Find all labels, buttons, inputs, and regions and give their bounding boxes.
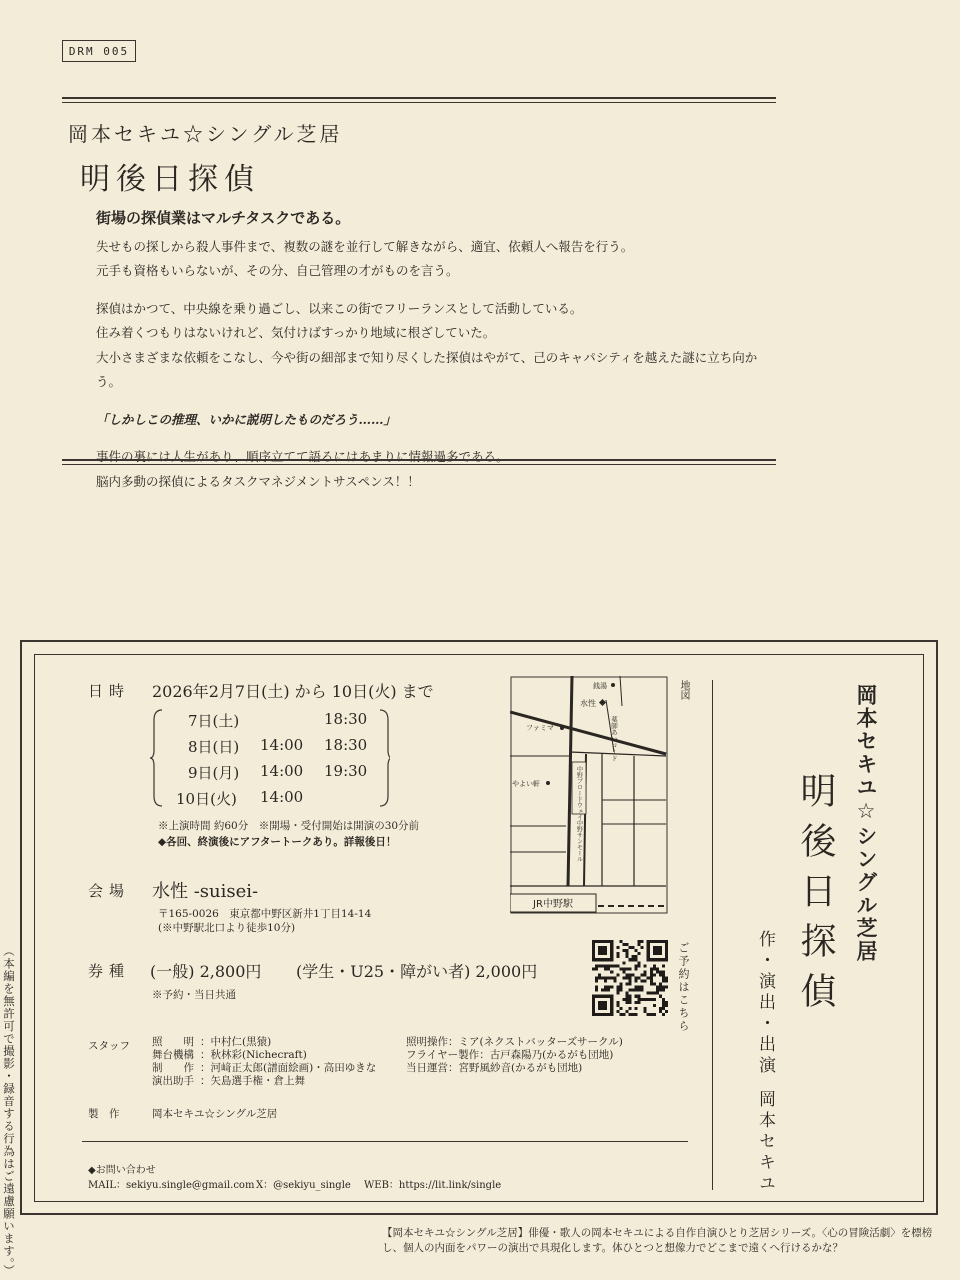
schedule-time-1: 14:00 <box>260 788 304 806</box>
bottom-rule <box>62 459 776 465</box>
contact-x: X：@sekiyu_single <box>256 1180 351 1191</box>
map-sento-label: 銭湯 <box>593 682 607 690</box>
contact-mail: MAIL：sekiyu.single@gmail.com <box>88 1180 255 1191</box>
staff-row: 照 明 ：中村仁(黒猿) <box>152 1036 272 1048</box>
schedule-row <box>176 710 376 736</box>
schedule-day: 10日(火) <box>176 790 237 808</box>
map-broadway-label: 中野ブロードウェイ <box>575 766 583 820</box>
synopsis-lead: 街場の探偵業はマルチタスクである。 <box>96 209 351 227</box>
synopsis <box>96 206 776 494</box>
series-name: 岡本セキユ☆シングル芝居 <box>68 122 343 146</box>
map-label: 地図 <box>678 680 689 700</box>
schedule-table <box>176 710 376 814</box>
synopsis-line: 探偵はかつて、中央線を乗り過ごし、以来この街でフリーランスとして活動している。 <box>96 300 583 316</box>
map-station-label: JR中野駅 <box>533 899 573 910</box>
schedule-day: 9日(月) <box>188 764 240 782</box>
staff-label: スタッフ <box>88 1040 130 1052</box>
ticket-note: ※予約・当日共通 <box>152 989 236 1001</box>
map-yayoiken-marker <box>546 781 550 785</box>
synopsis-line: 住み着くつもりはないけれど、気付けばすっかり地域に根ざしていた。 <box>96 325 496 340</box>
map-suisei-marker <box>599 699 606 706</box>
schedule-row <box>176 736 376 762</box>
map-airoad-label: 薬師あいロード <box>610 716 618 762</box>
synopsis-line: 元手も資格もいらないが、その分、自己管理の才がものを言う。 <box>96 263 459 278</box>
page-title: 明後日探偵 <box>80 162 260 197</box>
top-rule <box>62 97 776 103</box>
venue-address: 〒165-0026 東京都中野区新井1丁目14-14 <box>158 908 372 920</box>
date-label: 日時 <box>88 682 131 700</box>
doc-code: DRM 005 <box>62 40 136 62</box>
staff-row: 制 作 ：河﨑正太郎(譜面絵画)・高田ゆきな <box>152 1062 377 1074</box>
synopsis-quote: 「しかしこの推理、いかに説明したものだろう……」 <box>96 411 397 427</box>
ticket-student: (学生・U25・障がい者) 2,000円 <box>296 962 538 981</box>
venue-label: 会場 <box>88 882 131 900</box>
schedule-time-2: 18:30 <box>324 710 368 728</box>
map-road <box>620 676 622 706</box>
side-title: 明後日探偵 <box>795 772 836 1022</box>
ticket-label: 券種 <box>88 962 131 980</box>
side-series-name: 岡本セキユ☆シングル芝居 <box>854 684 878 963</box>
map-road <box>568 676 572 886</box>
synopsis-line: 事件の裏には人生があり、順序立てて語るにはあまりに情報過多である。 <box>96 449 509 464</box>
map-yayoiken-label: やよい軒 <box>512 780 540 788</box>
staff-row: 当日運営：宮野風紗音(かるがも団地) <box>406 1062 583 1074</box>
map-suisei-label: 水性 <box>580 699 596 708</box>
access-map <box>510 676 670 916</box>
map-familymart-marker <box>560 726 564 730</box>
series-description: 【岡本セキユ☆シングル芝居】俳優・歌人の岡本セキユによる自作自演ひとり芝居シリーズ。〈心の冒険活劇〉を標榜し、個人の内面をパワーの演出で具現化します。体ひとつと想像力でどこまで遠くへ行けるかな？ <box>382 1227 933 1254</box>
synopsis-line: 大小さまざまな依頼をこなし、今や街の細部まで知り尽くした探偵はやがて、己のキャパシティを越えた謎に立ち向かう。 <box>96 349 758 389</box>
schedule-day: 7日(土) <box>188 712 240 730</box>
map-sunmall-label: 中野サンモール <box>575 820 583 862</box>
ticket-general: (一般) 2,800円 <box>150 962 262 981</box>
producer-label: 製 作 <box>88 1108 120 1120</box>
schedule-day: 8日(日) <box>188 738 240 756</box>
staff-row: フライヤー製作：古戸森陽乃(かるがも団地) <box>406 1049 614 1061</box>
venue-access: (※中野駅北口より徒歩10分) <box>158 922 296 934</box>
venue-name: 水性 -suisei- <box>152 881 259 902</box>
recording-notice: （本編を無許可で撮影・録音する行為はご遠慮願います。） <box>2 945 16 1277</box>
contact-heading: ◆お問い合わせ <box>88 1165 156 1176</box>
schedule-time-1: 14:00 <box>260 736 304 754</box>
schedule-time-1: 14:00 <box>260 762 304 780</box>
reservation-note: ご予約はこちら <box>677 942 690 1033</box>
schedule-time-2: 19:30 <box>324 762 368 780</box>
synopsis-line: 失せもの探しから殺人事件まで、複数の謎を並行して解きながら、適宜、依頼人へ報告を行う。 <box>96 238 634 254</box>
date-range: 2026年2月7日(土) から 10日(火) まで <box>152 682 434 701</box>
contact-web: WEB：https://lit.link/single <box>364 1180 502 1191</box>
staff-row: 照明操作：ミア(ネクストバッターズサークル) <box>406 1036 623 1048</box>
aftertalk-note: ◆各回、終演後にアフタートークあり。詳報後日！ <box>158 836 397 848</box>
schedule-time-2: 18:30 <box>324 736 368 754</box>
side-credit: 作・演出・出演 <box>755 930 775 1077</box>
schedule-row <box>176 762 376 788</box>
map-familymart-label: ファミマ <box>526 724 554 732</box>
map-road <box>570 752 666 756</box>
title-divider <box>712 680 713 1190</box>
map-road <box>510 712 666 754</box>
contact-divider <box>82 1141 688 1142</box>
staff-list-right <box>406 1036 676 1075</box>
synopsis-line: 脳内多動の探偵によるタスクマネジメントサスペンス！！ <box>96 473 420 489</box>
staff-list-left <box>152 1036 402 1088</box>
producer-name: 岡本セキユ☆シングル芝居 <box>152 1108 278 1120</box>
staff-row: 演出助手 ：矢島選手権・倉上舞 <box>152 1075 305 1087</box>
staff-row: 舞台機構 ：秋林彩(Nichecraft) <box>152 1049 307 1061</box>
reservation-qr-code[interactable] <box>592 940 668 1016</box>
map-sento-marker <box>611 683 615 687</box>
map-frame <box>511 677 667 913</box>
schedule-row <box>176 788 376 814</box>
duration-note: ※上演時間 約60分 ※開場・受付開始は開演の30分前 <box>158 820 420 832</box>
side-author-name: 岡本セキユ <box>755 1090 775 1195</box>
